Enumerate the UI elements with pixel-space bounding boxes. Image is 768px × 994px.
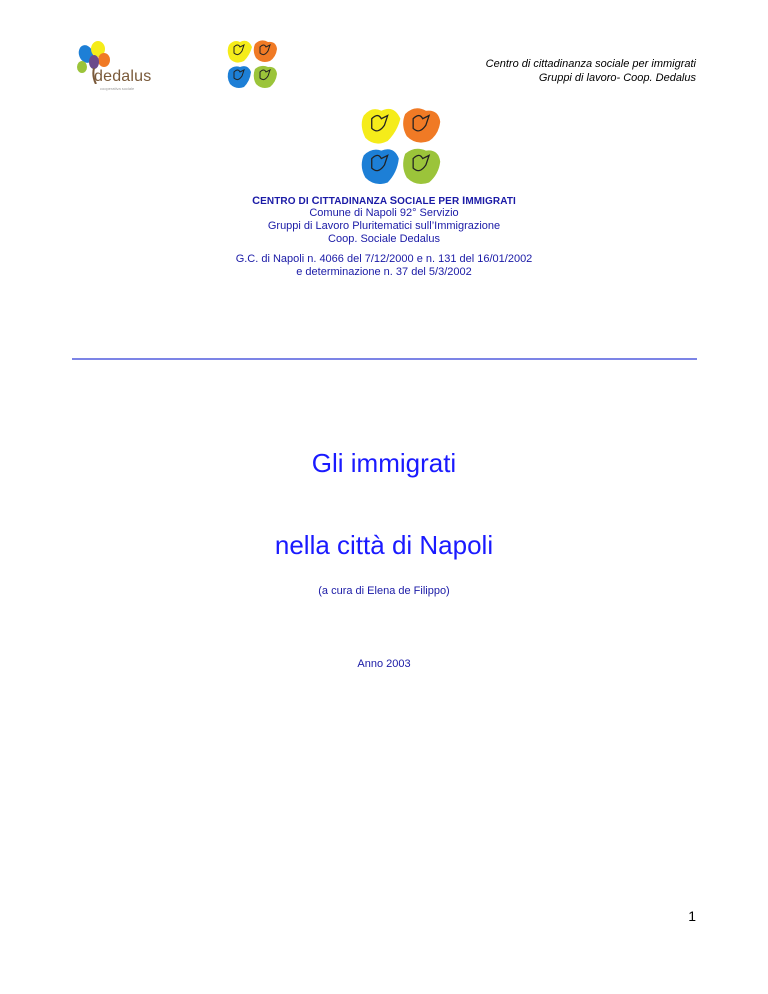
page-number: 1 bbox=[688, 908, 696, 924]
document-year: Anno 2003 bbox=[357, 658, 411, 670]
org-title-part: OCIALE PER bbox=[397, 196, 463, 207]
org-line-coop: Coop. Sociale Dedalus bbox=[328, 233, 440, 245]
org-title-part: I bbox=[462, 195, 466, 207]
running-header bbox=[486, 57, 696, 85]
org-title-part: S bbox=[389, 195, 398, 207]
org-title-part: C bbox=[252, 195, 261, 207]
dedalus-logo bbox=[74, 40, 166, 96]
org-title-part: ENTRO DI bbox=[260, 196, 312, 207]
org-line-gruppi: Gruppi di Lavoro Pluritematici sull’Immigrazione bbox=[267, 220, 501, 232]
org-line-comune: Comune di Napoli 92° Servizio bbox=[309, 207, 459, 219]
org-title-part: MMIGRATI bbox=[465, 196, 516, 207]
resolution-line1: G.C. di Napoli n. 4066 del 7/12/2000 e n. 131 del 16/01/2002 bbox=[235, 253, 533, 265]
dedalus-tagline: cooperativa sociale bbox=[100, 86, 135, 91]
bull-quad-logo-large-icon bbox=[359, 106, 445, 192]
document-curator: (a cura di Elena de Filippo) bbox=[318, 585, 450, 597]
organization-title bbox=[0, 195, 768, 207]
document-title: Gli immigrati bbox=[311, 448, 457, 478]
document-subtitle: nella città di Napoli bbox=[274, 530, 494, 560]
horizontal-divider bbox=[72, 358, 697, 360]
resolution-details bbox=[0, 253, 768, 279]
org-title-part: C bbox=[311, 195, 320, 207]
running-header-line2: Gruppi di lavoro- Coop. Dedalus bbox=[538, 72, 696, 84]
running-header-line1: Centro di cittadinanza sociale per immigrati bbox=[485, 58, 696, 70]
organization-details bbox=[0, 207, 768, 246]
org-title-part: ITTADINANZA bbox=[319, 196, 390, 207]
dedalus-wordmark: dedalus bbox=[94, 68, 152, 85]
bull-quad-logo-small-icon bbox=[226, 39, 280, 93]
resolution-line2: e determinazione n. 37 del 5/3/2002 bbox=[296, 266, 472, 278]
